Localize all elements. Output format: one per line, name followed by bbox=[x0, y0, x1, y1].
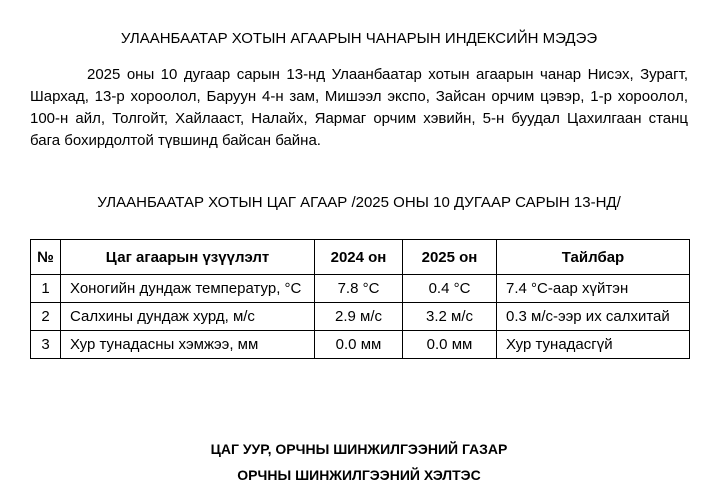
cell-number: 3 bbox=[31, 331, 61, 359]
footer-agency-name: ЦАГ УУР, ОРЧНЫ ШИНЖИЛГЭЭНИЙ ГАЗАР bbox=[210, 441, 508, 457]
cell-note: 7.4 °С-аар хүйтэн bbox=[497, 275, 690, 303]
summary-paragraph: 2025 оны 10 дугаар сарын 13-нд Улаанбаатар хотын агаарын чанар Нисэх, Зурагт, Шархад, 13-р хороолол, Баруун 4-н зам, Мишээл экспо, Зайсан орчим цэвэр, 1-р хороолол, 100-н айл, Толгойт, Хайлааст, Налайх, Яармаг орчим хэвийн, 5-н буудал Цахилгаан станц бага бохирдолтой түвшинд байсан байна. bbox=[30, 66, 688, 149]
cell-2025: 3.2 м/с bbox=[403, 303, 497, 331]
cell-2025: 0.4 °С bbox=[403, 275, 497, 303]
footer-department-name: ОРЧНЫ ШИНЖИЛГЭЭНИЙ ХЭЛТЭС bbox=[237, 467, 481, 483]
header-note: Тайлбар bbox=[497, 240, 690, 275]
weather-table bbox=[30, 239, 690, 359]
document-footer bbox=[30, 441, 688, 483]
page-title: УЛААНБААТАР ХОТЫН АГААРЫН ЧАНАРЫН ИНДЕКСИЙН МЭДЭЭ bbox=[120, 30, 598, 47]
cell-indicator: Хоногийн дундаж температур, °С bbox=[61, 275, 315, 303]
cell-number: 2 bbox=[31, 303, 61, 331]
cell-2024: 0.0 мм bbox=[315, 331, 403, 359]
header-2025: 2025 он bbox=[403, 240, 497, 275]
cell-2025: 0.0 мм bbox=[403, 331, 497, 359]
table-row bbox=[31, 331, 690, 359]
cell-indicator: Салхины дундаж хурд, м/с bbox=[61, 303, 315, 331]
header-2024: 2024 он bbox=[315, 240, 403, 275]
header-number: № bbox=[31, 240, 61, 275]
cell-2024: 7.8 °С bbox=[315, 275, 403, 303]
weather-section-title: УЛААНБААТАР ХОТЫН ЦАГ АГААР /2025 ОНЫ 10 ДУГААР САРЫН 13-НД/ bbox=[97, 194, 621, 211]
cell-number: 1 bbox=[31, 275, 61, 303]
cell-note: 0.3 м/с-ээр их салхитай bbox=[497, 303, 690, 331]
table-header-row bbox=[31, 240, 690, 275]
cell-indicator: Хур тунадасны хэмжээ, мм bbox=[61, 331, 315, 359]
cell-note: Хур тунадасгүй bbox=[497, 331, 690, 359]
cell-2024: 2.9 м/с bbox=[315, 303, 403, 331]
table-row bbox=[31, 303, 690, 331]
table-row bbox=[31, 275, 690, 303]
header-indicator: Цаг агаарын үзүүлэлт bbox=[61, 240, 315, 275]
